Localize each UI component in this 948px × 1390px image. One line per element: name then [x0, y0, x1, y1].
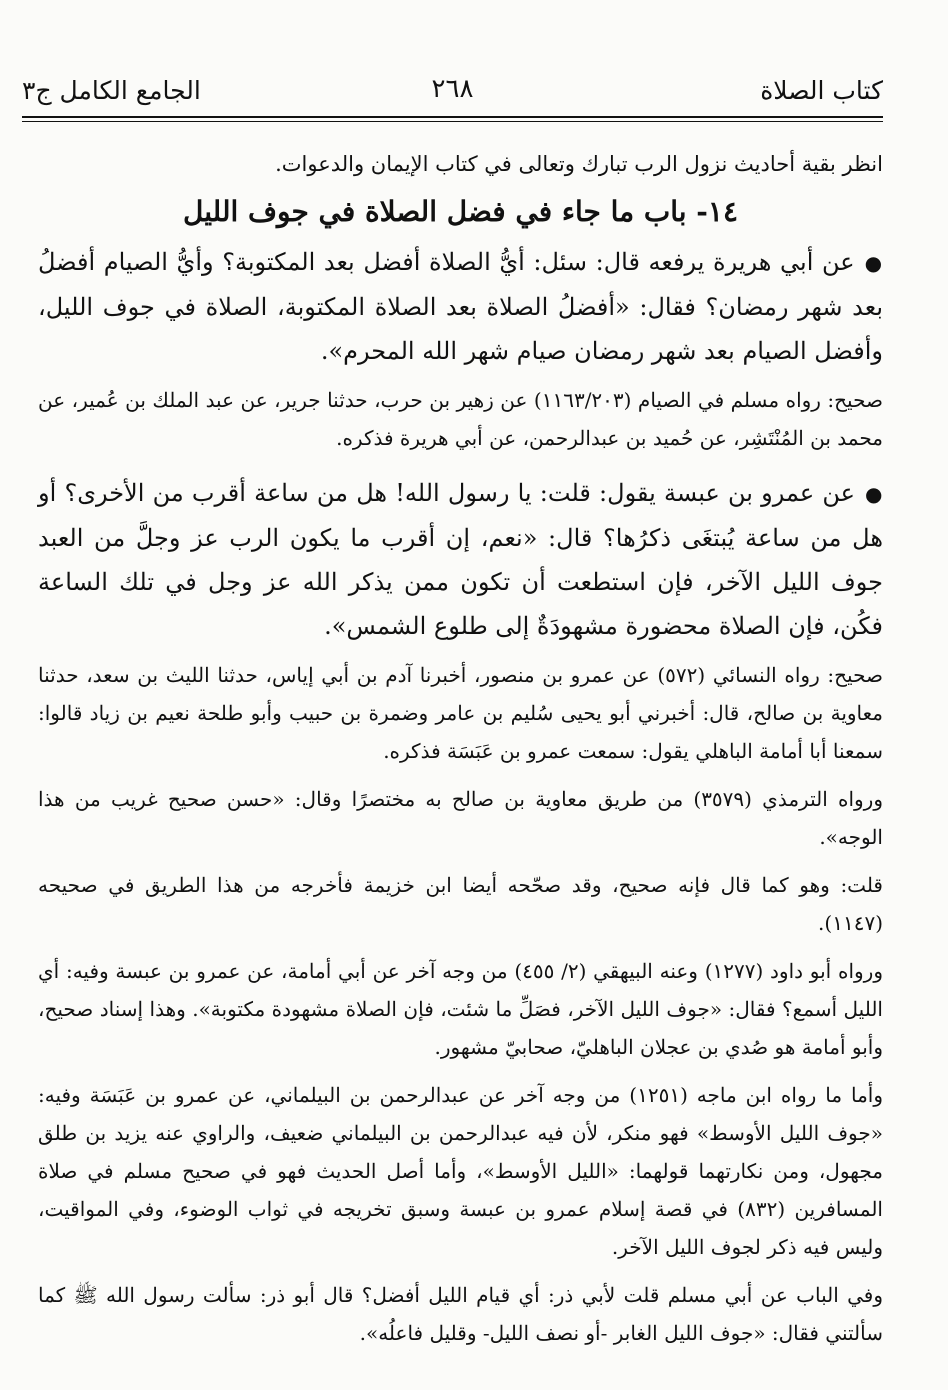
takhrij-note: ورواه أبو داود (١٢٧٧) وعنه البيهقي (٢/ ٤٥٥) من وجه آخر عن أبي أمامة، عن عمرو بن عبسة وفيه: أي الليل أسمع؟ فقال: «جوف الليل الآخر، فصَلِّ ما شئت، فإن الصلاة مشهودة مكتوبة». وهذا إسناد صحيح، وأبو أمامة هو صُدي بن عجلان الباهليّ، صحابيّ مشهور.	[38, 959, 883, 1059]
header-rule-thin	[22, 121, 883, 122]
takhrij-note: ورواه الترمذي (٣٥٧٩) من طريق معاوية بن صالح به مختصرًا وقال: «حسن صحيح غريب من هذا الوجه».	[38, 787, 883, 849]
running-header	[22, 68, 883, 112]
cross-reference-note: انظر بقية أحاديث نزول الرب تبارك وتعالى في كتاب الإيمان والدعوات.	[275, 152, 883, 176]
bullet-icon: ●	[864, 251, 884, 275]
takhrij-note: وأما ما رواه ابن ماجه (١٢٥١) من وجه آخر عن عبدالرحمن بن البيلماني، عن عمرو بن عَبَسَة وفيه: «جوف الليل الأوسط» فهو منكر، لأن فيه عبدالرحمن بن البيلماني ضعيف، والراوي عنه يزيد بن طلق مجهول، ومن نكارتهما قولهما: «الليل الأوسط»، وأما أصل الحديث فهو في صحيح مسلم في صلاة المسافرين (٨٣٢) في قصة إسلام عمرو بن عبسة وسبق تخريجه في ثواب الوضوء، وفي المواقيت، وليس فيه ذكر لجوف الليل الآخر.	[38, 1083, 883, 1259]
hadith-text: عن أبي هريرة يرفعه قال: سئل: أيُّ الصلاة أفضل بعد المكتوبة؟ وأيُّ الصيام أفضلُ بعد شهر رمضان؟ فقال: «أفضلُ الصلاة بعد الصلاة المكتوبة، الصلاة في جوف الليل، وأفضل الصيام بعد شهر رمضان صيام شهر الله المحرم».	[38, 248, 883, 365]
hadith-text: عن عمرو بن عبسة يقول: قلت: يا رسول الله! هل من ساعة أقرب من الأخرى؟ أو هل من ساعة يُبتغَى ذكرُها؟ قال: «نعم، إن أقرب ما يكون الرب عز وجلَّ من العبد جوف الليل الآخر، فإن استطعت أن تكون ممن يذكر الله عز وجل في تلك الساعة فكُن، فإن الصلاة محضورة مشهودَةٌ إلى طلوع الشمس».	[38, 479, 883, 640]
page-body	[38, 134, 883, 1362]
header-rule-thick	[22, 116, 883, 118]
commentary-note: قلت: وهو كما قال فإنه صحيح، وقد صحّحه أيضا ابن خزيمة فأخرجه من هذا الطريق في صحيحه (١١٤٧).	[38, 873, 883, 935]
book-section-title: كتاب الصلاة	[760, 76, 883, 105]
page-number: ٢٦٨	[431, 74, 474, 104]
bullet-icon: ●	[864, 482, 884, 506]
takhrij-note: صحيح: رواه مسلم في الصيام (١١٦٣/٢٠٣) عن زهير بن حرب، حدثنا جرير، عن عبد الملك بن عُمير، عن محمد بن المُنْتَشِر، عن حُميد بن عبدالرحمن، عن أبي هريرة فذكره.	[38, 388, 883, 450]
hadith-paragraph	[38, 240, 883, 373]
takhrij-note: صحيح: رواه النسائي (٥٧٢) عن عمرو بن منصور، أخبرنا آدم بن أبي إياس، حدثنا الليث بن سعد، حدثنا معاوية بن صالح، قال: أخبرني أبو يحيى سُليم بن عامر وضمرة بن حبيب وأبو طلحة نعيم بن زياد قالوا: سمعنا أبا أمامة الباهلي يقول: سمعت عمرو بن عَبَسَة فذكره.	[38, 663, 883, 763]
chapter-title: ١٤- باب ما جاء في فضل الصلاة في جوف الليل	[183, 195, 738, 228]
hadith-paragraph	[38, 471, 883, 648]
takhrij-note: وفي الباب عن أبي مسلم قلت لأبي ذر: أي قيام الليل أفضل؟ قال أبو ذر: سألت رسول الله ﷺ كما سألتني فقال: «جوف الليل الغابر -أو نصف الليل- وقليل فاعلُه».	[38, 1283, 883, 1345]
book-title: الجامع الكامل ج٣	[22, 76, 201, 105]
